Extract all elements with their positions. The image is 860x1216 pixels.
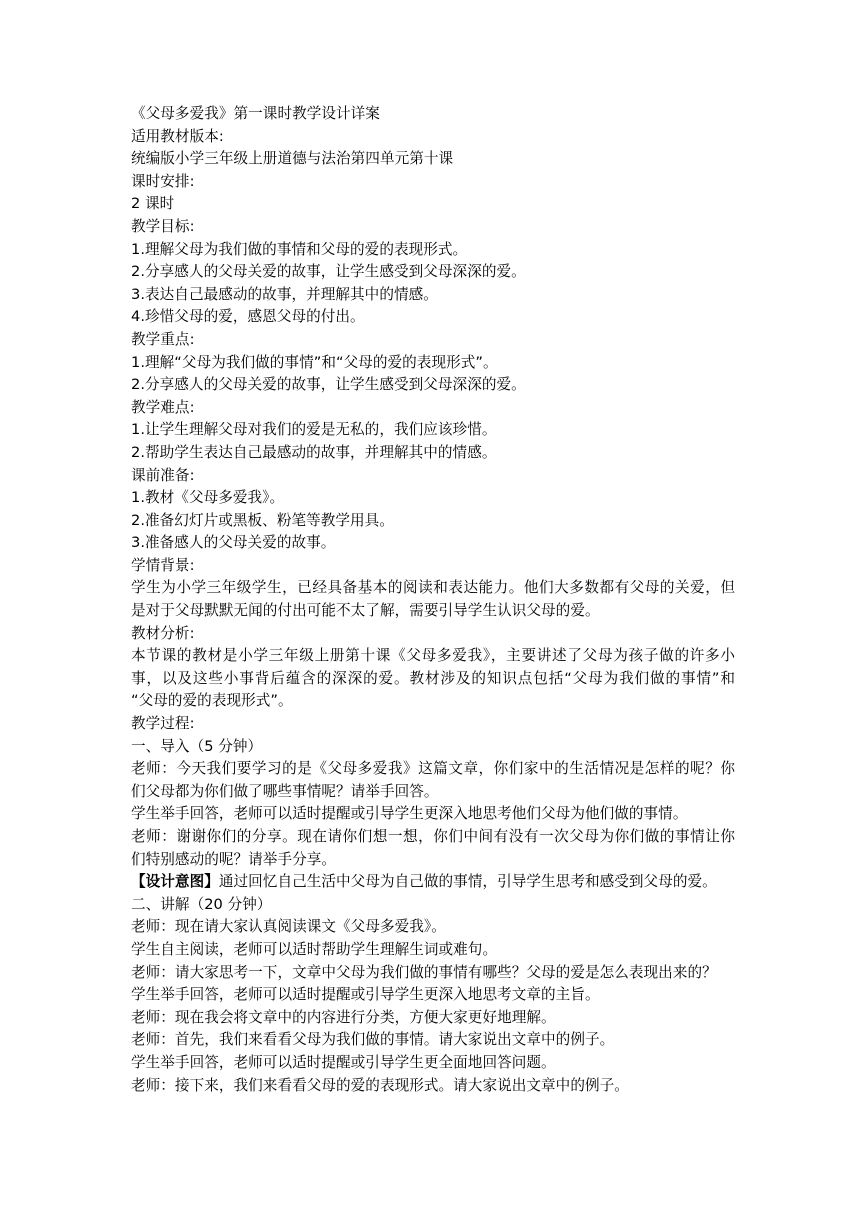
- section-heading-explain: 二、讲解（20 分钟）: [131, 895, 272, 913]
- background-paragraph-line: 学生为小学三年级学生，已经具备基本的阅读和表达能力。他们大多数都有父母的关爱，但: [131, 579, 735, 597]
- analysis-paragraph-line: “父母的爱的表现形式”。: [131, 692, 293, 710]
- schedule-value: 2 课时: [131, 195, 175, 213]
- goal-item: 2.分享感人的父母关爱的故事，让学生感受到父母深深的爱。: [131, 263, 526, 281]
- explain-paragraph-line: 老师：接下来，我们来看看父母的爱的表现形式。请大家说出文章中的例子。: [131, 1076, 629, 1094]
- goal-item: 1.理解父母为我们做的事情和父母的爱的表现形式。: [131, 240, 468, 258]
- goal-item: 3.表达自己最感动的故事，并理解其中的情感。: [131, 285, 438, 303]
- difficulty-item: 1.让学生理解父母对我们的爱是无私的，我们应该珍惜。: [131, 421, 497, 439]
- analysis-paragraph-line: 本节课的教材是小学三年级上册第十课《父母多爱我》，主要讲述了父母为孩子做的许多小: [131, 647, 735, 665]
- goals-label: 教学目标:: [131, 217, 195, 235]
- explain-paragraph-line: 学生举手回答，老师可以适时提醒或引导学生更全面地回答问题。: [131, 1053, 556, 1071]
- explain-paragraph-line: 老师：请大家思考一下，文章中父母为我们做的事情有哪些？父母的爱是怎么表现出来的？: [131, 963, 717, 981]
- edition-label: 适用教材版本:: [131, 127, 224, 145]
- goal-item: 4.珍惜父母的爱，感恩父母的付出。: [131, 308, 365, 326]
- difficulty-item: 2.帮助学生表达自己最感动的故事，并理解其中的情感。: [131, 443, 497, 461]
- design-intent-tag: 【设计意图】: [131, 873, 219, 891]
- prep-item: 1.教材《父母多爱我》。: [131, 489, 285, 507]
- prep-item: 2.准备幻灯片或黑板、粉笔等教学用具。: [131, 511, 394, 529]
- intro-paragraph-line: 们父母都为你们做了哪些事情呢？请举手回答。: [131, 782, 439, 800]
- prep-label: 课前准备:: [131, 466, 195, 484]
- analysis-paragraph-line: 事，以及这些小事背后蕴含的深深的爱。教材涉及的知识点包括“父母为我们做的事情”和: [131, 669, 735, 687]
- schedule-label: 课时安排:: [131, 172, 195, 190]
- prep-item: 3.准备感人的父母关爱的故事。: [131, 534, 336, 552]
- design-intent-text: 通过回忆自己生活中父母为自己做的事情，引导学生思考和感受到父母的爱。: [218, 873, 717, 891]
- explain-paragraph-line: 老师：首先，我们来看看父母为我们做的事情。请大家说出文章中的例子。: [131, 1031, 615, 1049]
- design-intent-line: [131, 871, 735, 894]
- intro-paragraph-line: 老师：今天我们要学习的是《父母多爱我》这篇文章，你们家中的生活情况是怎样的呢？你: [131, 760, 735, 778]
- background-label: 学情背景:: [131, 556, 195, 574]
- document-title: 《父母多爱我》第一课时教学设计详案: [131, 105, 380, 122]
- key-points-label: 教学重点:: [131, 330, 195, 348]
- explain-paragraph-line: 学生自主阅读，老师可以适时帮助学生理解生词或难句。: [131, 940, 498, 958]
- document-body: [131, 103, 735, 1097]
- process-label: 教学过程:: [131, 715, 195, 733]
- explain-paragraph-line: 学生举手回答，老师可以适时提醒或引导学生更深入地思考文章的主旨。: [131, 986, 600, 1004]
- analysis-label: 教材分析:: [131, 624, 195, 642]
- intro-paragraph-line: 老师：谢谢你们的分享。现在请你们想一想，你们中间有没有一次父母为你们做的事情让你: [131, 828, 735, 845]
- key-point-item: 2.分享感人的父母关爱的故事，让学生感受到父母深深的爱。: [131, 376, 526, 394]
- key-point-item: 1.理解“父母为我们做的事情”和“父母的爱的表现形式”。: [131, 353, 498, 371]
- explain-paragraph-line: 老师：现在请大家认真阅读课文《父母多爱我》。: [131, 918, 446, 936]
- background-paragraph-line: 是对于父母默默无闻的付出可能不太了解，需要引导学生认识父母的爱。: [131, 602, 600, 620]
- difficulties-label: 教学难点:: [131, 398, 195, 416]
- explain-paragraph-line: 老师：现在我会将文章中的内容进行分类，方便大家更好地理解。: [131, 1008, 556, 1026]
- intro-paragraph-line: 学生举手回答，老师可以适时提醒或引导学生更深入地思考他们父母为他们做的事情。: [131, 805, 688, 823]
- edition-value: 统编版小学三年级上册道德与法治第四单元第十课: [131, 150, 454, 168]
- intro-paragraph-line: 们特别感动的呢？请举手分享。: [131, 850, 337, 868]
- section-heading-intro: 一、导入（5 分钟）: [131, 737, 263, 755]
